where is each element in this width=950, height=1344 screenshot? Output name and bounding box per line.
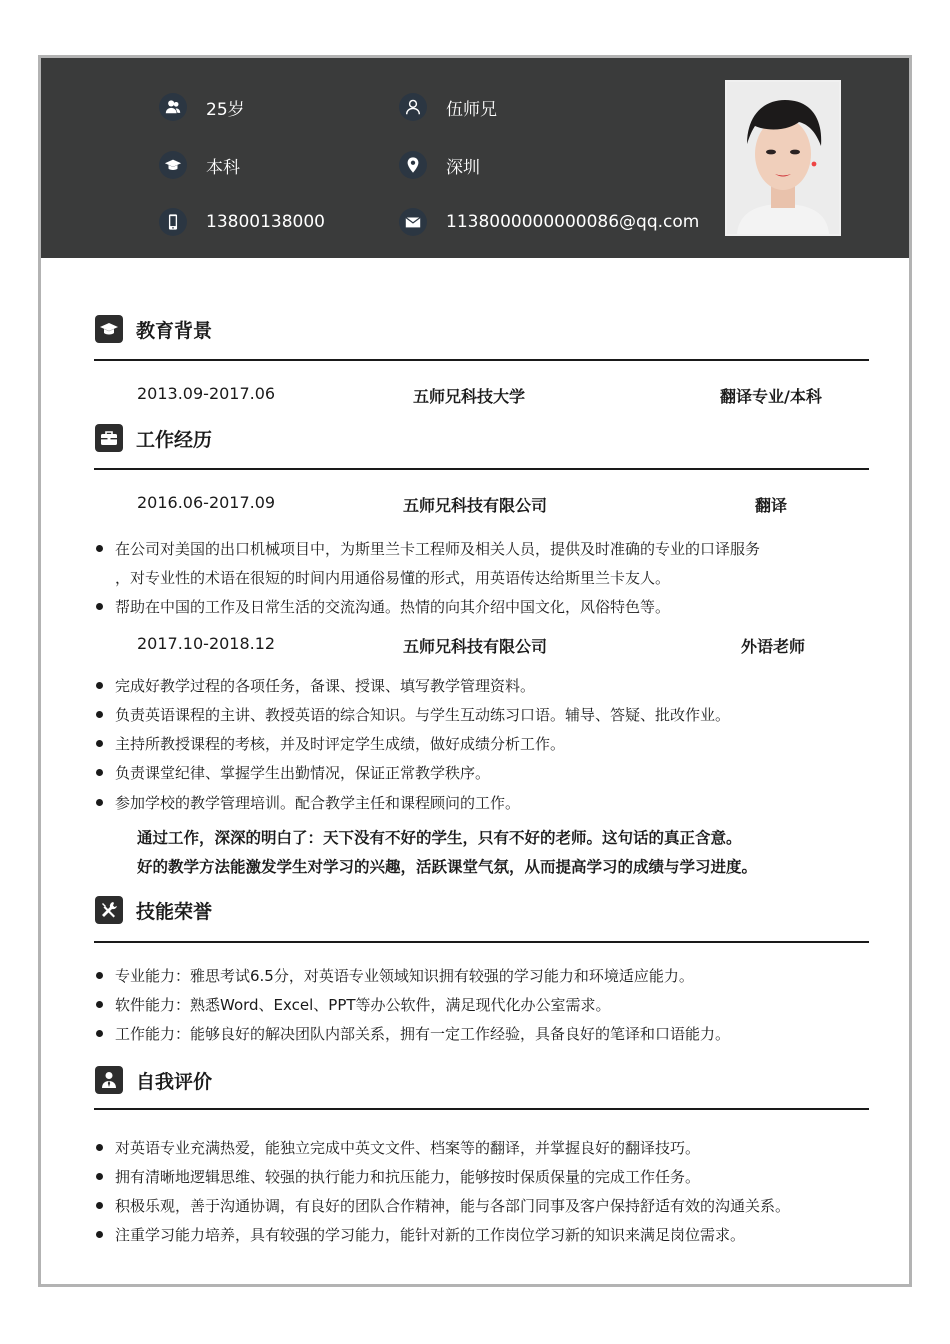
email-info [399, 208, 699, 236]
job-company: 五师兄科技有限公司 [403, 496, 548, 515]
job-period: 2017.10-2018.12 [137, 634, 276, 653]
skills-section-header [95, 896, 212, 924]
city-info [399, 151, 480, 179]
mobile-phone-icon [159, 208, 187, 236]
list-item: 帮助在中国的工作及日常生活的交流沟通。热情的向其介绍中国文化，风俗特色等。 [115, 598, 671, 616]
email-text: 1138000000000086@qq.com [446, 212, 700, 232]
city-text: 深圳 [446, 157, 480, 178]
resume-header [41, 58, 909, 258]
resume-page [38, 55, 912, 1287]
list-item: 软件能力：熟悉Word、Excel、PPT等办公软件，满足现代化办公室需求。 [115, 996, 611, 1014]
job-period: 2016.06-2017.09 [137, 493, 276, 512]
education-title: 教育背景 [136, 319, 213, 342]
list-item: 参加学校的教学管理培训。配合教学主任和课程顾问的工作。 [115, 794, 521, 812]
job-company: 五师兄科技有限公司 [403, 637, 548, 656]
work-title: 工作经历 [136, 428, 213, 451]
phone-text: 13800138000 [206, 212, 325, 232]
list-item: 工作能力：能够良好的解决团队内部关系，拥有一定工作经验，具备良好的笔译和口语能力。 [115, 1025, 731, 1043]
location-pin-icon [399, 151, 427, 179]
list-item: 负责课堂纪律、掌握学生出勤情况，保证正常教学秩序。 [115, 764, 491, 782]
name-info [399, 93, 497, 121]
envelope-icon [399, 208, 427, 236]
person-tie-icon [95, 1066, 123, 1094]
list-item: 主持所教授课程的考核，并及时评定学生成绩，做好成绩分析工作。 [115, 735, 566, 753]
education-section-header [95, 315, 212, 343]
education-school: 五师兄科技大学 [413, 387, 526, 406]
list-item: 拥有清晰地逻辑思维、较强的执行能力和抗压能力，能够按时保质保量的完成工作任务。 [115, 1168, 701, 1186]
phone-info [159, 208, 325, 236]
work-section-header [95, 424, 212, 452]
graduation-cap-icon [159, 151, 187, 179]
tools-icon [95, 896, 123, 924]
self-eval-section-header [95, 1066, 212, 1094]
divider [94, 1108, 869, 1110]
list-item: 负责英语课程的主讲、教授英语的综合知识。与学生互动练习口语。辅导、答疑、批改作业。 [115, 706, 731, 724]
divider [94, 941, 869, 943]
education-period: 2013.09-2017.06 [137, 384, 276, 403]
work-summary: 好的教学方法能激发学生对学习的兴趣，活跃课堂气氛，从而提高学习的成绩与学习进度。 [137, 858, 758, 876]
degree-info [159, 151, 240, 179]
age-text: 25岁 [206, 99, 245, 120]
divider [94, 468, 869, 470]
users-icon [159, 93, 187, 121]
age-info [159, 93, 245, 121]
job-role: 外语老师 [741, 637, 806, 656]
profile-photo [725, 80, 841, 236]
list-item: 对英语专业充满热爱，能独立完成中英文文件、档案等的翻译，并掌握良好的翻译技巧。 [115, 1139, 701, 1157]
skills-title: 技能荣誉 [136, 900, 213, 923]
list-item: 积极乐观，善于沟通协调，有良好的团队合作精神，能与各部门同事及客户保持舒适有效的沟通关系。 [115, 1197, 791, 1215]
divider [94, 359, 869, 361]
list-item: 在公司对美国的出口机械项目中，为斯里兰卡工程师及相关人员，提供及时准确的专业的口译服务 [115, 540, 761, 558]
name-text: 伍师兄 [446, 99, 497, 120]
education-major: 翻译专业/本科 [720, 387, 822, 406]
list-item-continuation: ，对专业性的术语在很短的时间内用通俗易懂的形式，用英语传达给斯里兰卡友人。 [115, 569, 671, 587]
graduation-cap-icon [95, 315, 123, 343]
self-eval-title: 自我评价 [136, 1070, 213, 1093]
user-icon [399, 93, 427, 121]
list-item: 注重学习能力培养，具有较强的学习能力，能针对新的工作岗位学习新的知识来满足岗位需求。 [115, 1226, 746, 1244]
briefcase-icon [95, 424, 123, 452]
list-item: 专业能力：雅思考试6.5分，对英语专业领域知识拥有较强的学习能力和环境适应能力。 [115, 967, 694, 985]
job-role: 翻译 [755, 496, 788, 515]
list-item: 完成好教学过程的各项任务，备课、授课、填写教学管理资料。 [115, 677, 536, 695]
work-summary: 通过工作，深深的明白了：天下没有不好的学生，只有不好的老师。这句话的真正含意。 [137, 829, 742, 847]
degree-text: 本科 [206, 157, 240, 178]
